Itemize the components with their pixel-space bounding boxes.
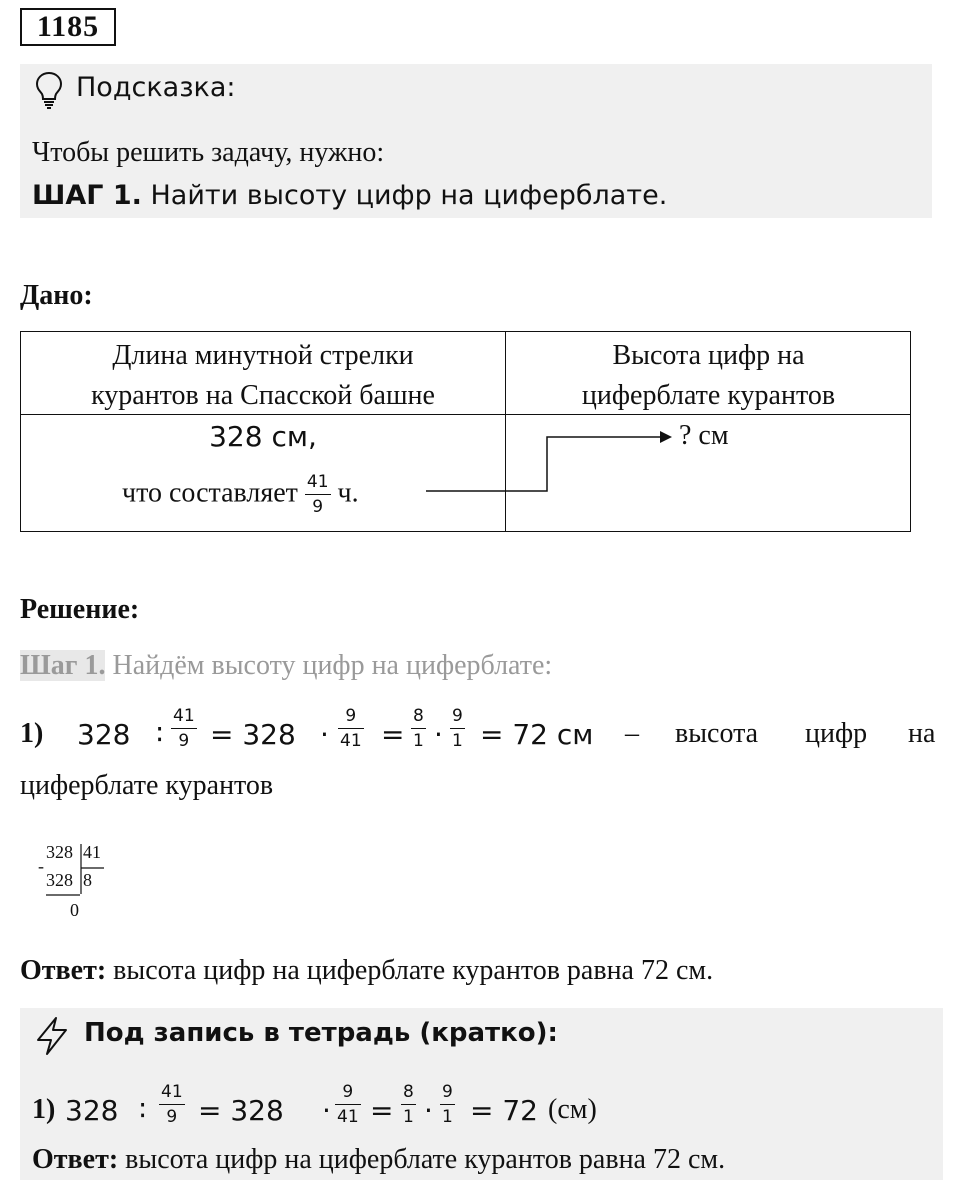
hint-step-label: ШАГ 1. (32, 180, 142, 211)
fraction-numerator: 9 (450, 708, 465, 729)
fraction-denominator: 9 (312, 497, 324, 517)
table-header-text: циферблате курантов (581, 380, 836, 411)
note-title: Под запись в тетрадь (кратко): (84, 1018, 558, 1048)
fraction-suffix: ч. (330, 477, 359, 509)
fraction (401, 1084, 416, 1126)
division-subtrahend: 328 (46, 870, 73, 890)
equation-term: = 328 (198, 1094, 284, 1127)
equation-index: 1) (32, 1094, 56, 1125)
division-lines (38, 838, 118, 928)
multiply-sign: · (322, 1094, 331, 1127)
table-header-text: Высота цифр на (612, 340, 805, 371)
fraction-denominator: 9 (166, 1107, 178, 1127)
table-cell-value: 328 см, (209, 420, 317, 453)
fraction-denominator: 1 (442, 1107, 453, 1127)
dash: – (625, 718, 639, 749)
fraction-numerator: 9 (440, 1084, 455, 1105)
fraction-numerator: 8 (411, 708, 426, 729)
fraction-prefix: что составляет (122, 477, 305, 509)
hint-step (32, 180, 667, 211)
table-header-left (22, 336, 504, 416)
solution-step (20, 650, 552, 682)
hint-step-text: Найти высоту цифр на циферблате. (141, 180, 668, 211)
fraction (305, 474, 331, 516)
note-answer (32, 1144, 725, 1176)
fraction-numerator: 8 (401, 1084, 416, 1105)
fraction-denominator: 1 (403, 1107, 414, 1127)
solution-step-label: Шаг 1. (20, 650, 106, 681)
answer-text: высота цифр на циферблате курантов равна 72 см. (118, 1144, 726, 1175)
fraction (159, 1084, 185, 1126)
table-header-text: курантов на Спасской башне (91, 380, 435, 411)
fraction-denominator: 41 (340, 731, 362, 751)
note-equation (32, 1082, 932, 1142)
fraction (338, 708, 364, 750)
equation-index: 1) (20, 718, 44, 749)
answer (20, 955, 713, 987)
answer-text: высота цифр на циферблате курантов равна 72 см. (106, 955, 714, 986)
answer-label: Ответ: (32, 1144, 119, 1175)
answer-label: Ответ: (20, 955, 107, 986)
fraction-numerator: 9 (338, 708, 364, 729)
hint-text: Чтобы решить задачу, нужно: (32, 137, 385, 168)
division-remainder: 0 (70, 900, 79, 920)
fraction (440, 1084, 455, 1126)
fraction-numerator: 41 (159, 1084, 185, 1105)
equation-term: = 328 (210, 718, 296, 751)
equals-sign: = (381, 718, 405, 751)
fraction (171, 708, 197, 750)
table-cell-unknown: ? см (679, 420, 729, 451)
division-minus: - (38, 856, 44, 876)
divide-sign: ∶ (139, 1094, 147, 1127)
fraction-numerator: 41 (305, 474, 331, 495)
hint-title: Подсказка: (76, 72, 236, 103)
long-division (38, 838, 118, 928)
fraction-numerator: 9 (335, 1084, 361, 1105)
arrow-connector (420, 425, 680, 500)
fraction-denominator: 41 (337, 1107, 359, 1127)
fraction (450, 708, 465, 750)
fraction (335, 1084, 361, 1126)
lightbulb-icon (34, 70, 64, 110)
division-dividend: 328 (46, 842, 73, 862)
divide-sign: ∶ (156, 718, 164, 751)
equation-word: высота (675, 718, 759, 749)
table-cell-fraction (122, 474, 359, 516)
division-divisor: 41 (83, 842, 101, 862)
fraction-denominator: 1 (452, 731, 463, 751)
multiply-sign: · (424, 1094, 433, 1127)
multiply-sign: · (320, 718, 329, 751)
solution-title: Решение: (20, 594, 140, 625)
fraction (411, 708, 426, 750)
equals-sign: = (370, 1094, 394, 1127)
problem-number: 1185 (20, 8, 116, 46)
equation-term: 328 (77, 718, 131, 751)
table-header-right (507, 336, 910, 416)
multiply-sign: · (434, 718, 443, 751)
equation-result: = 72 (470, 1094, 538, 1127)
equation-unit: (см) (548, 1094, 597, 1125)
division-quotient: 8 (83, 870, 92, 890)
fraction-denominator: 9 (178, 731, 190, 751)
lightning-icon (34, 1016, 70, 1056)
equation-word: на (908, 718, 936, 749)
equation-word: цифр (805, 718, 868, 749)
fraction-numerator: 41 (171, 708, 197, 729)
solution-equation (20, 706, 942, 766)
given-title: Дано: (20, 280, 93, 311)
equation-result: = 72 см (480, 718, 594, 751)
fraction-denominator: 1 (413, 731, 424, 751)
table-header-text: Длина минутной стрелки (112, 340, 414, 371)
equation-term: 328 (65, 1094, 119, 1127)
solution-equation-continuation: циферблате курантов (20, 770, 274, 801)
solution-step-text: Найдём высоту цифр на циферблате: (105, 650, 553, 681)
